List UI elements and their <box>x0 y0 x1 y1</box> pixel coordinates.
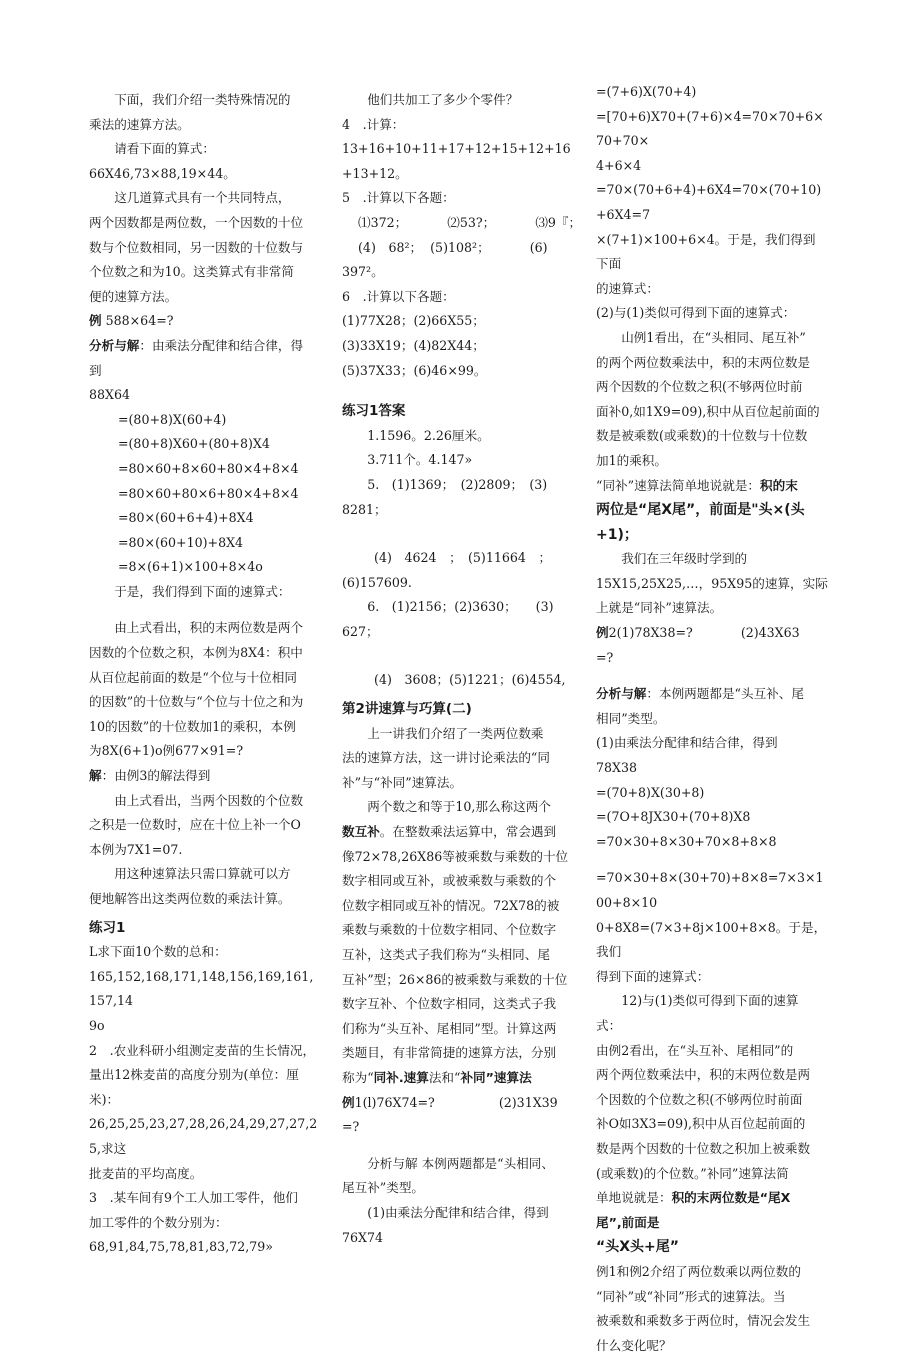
lecture-title: 第2讲速算与巧算(二) <box>342 701 472 718</box>
question-line: 加工零件的个数分别为： <box>89 1214 228 1230</box>
text-part: 。在整数乘法运算中，常会遇到 <box>379 824 557 840</box>
question-line: 他们共加工了多少个零件？ <box>367 92 519 107</box>
text-line: 相同”类型。 <box>596 710 666 726</box>
text-part: “同补”速算法简单地说就是： <box>596 477 761 493</box>
example-heading <box>596 621 828 646</box>
solution-text: ：由例3的解法得到 <box>101 768 211 784</box>
example-text: 588×64=? <box>101 313 174 329</box>
text-line: 的两个两位数乘法中，积的末两位数是 <box>596 354 811 370</box>
answer-line: 8281； <box>342 501 387 517</box>
calc-line: =80×(60+10)+8X4 <box>117 534 244 550</box>
answer-part: (4) 4624 ； (5)11664 ； <box>374 550 552 566</box>
text-line: 到 <box>89 362 102 378</box>
answer-line: 6. (1)2156；(2)3630； (3) <box>367 599 554 615</box>
text-line: 便的速算方法。 <box>89 288 178 304</box>
column-middle <box>342 88 582 1250</box>
subq: ⑴372； <box>358 214 408 230</box>
question-line: 26,25,25,23,27,28,26,24,29,27,27,25,求这 <box>89 1116 318 1156</box>
subq: ⑶9『； <box>535 214 582 230</box>
text-line <box>342 820 574 845</box>
text-line: 66X46,73×88,19×44。 <box>89 165 236 181</box>
term-bold: 数互补 <box>342 824 380 840</box>
text-line: 这几道算式具有一个共同特点， <box>114 190 291 206</box>
text-line: 的因数”的十位数与“个位与十位之和为 <box>89 694 304 710</box>
analysis-heading <box>596 682 828 707</box>
calc-head: 78X38 <box>596 760 638 776</box>
question-line: (5)37X33；(6)46×99。 <box>342 362 487 378</box>
answer-title: 练习1答案 <box>342 403 406 420</box>
rule-line: “头X头+尾” <box>596 1239 679 1256</box>
question-line: 3 .某车间有9个工人加工零件，他们 <box>89 1190 298 1206</box>
text-line: 个位数之和为10。这类算式有非常简 <box>89 264 294 280</box>
term-bold: ”速算法 <box>485 1069 532 1085</box>
calc-line: =70×30+8×(30+70)+8×8=7×3×100+8×10 <box>596 870 824 910</box>
calc-line: ×(7+1)×100+6×4。于是，我们得到下面 <box>596 231 816 272</box>
text-line: 本例为7X1=07. <box>89 841 183 857</box>
calc-line: =80×60+80×6+80×4+8×4 <box>117 485 299 501</box>
calc-line: =70×(70+6+4)+6X4=70×(70+10)+6X4=7 <box>596 182 822 222</box>
text-line: 分析与解 本例两题都是“头相同、 <box>367 1155 554 1171</box>
practice-title: 练习1 <box>89 919 126 936</box>
text-line: 便地解答出这类两位数的乘法计算。 <box>89 891 291 906</box>
text-line: 由例2看出，在“头互补、尾相同”的 <box>596 1042 794 1058</box>
example-heading <box>342 1091 574 1116</box>
subq: (6) <box>529 239 548 255</box>
question-line: L求下面10个数的总和： <box>89 944 227 960</box>
calc-line: =(70+8)X(30+8) <box>596 784 705 800</box>
question-line: 9o <box>89 1017 105 1033</box>
calc-line: =(7O+8JX30+(70+8)X8 <box>596 809 751 825</box>
solution-label: 解 <box>89 768 102 784</box>
text-line: 数是两个因数的十位数之积加上被乘数 <box>596 1140 811 1156</box>
text-line: 用这种速算法只需口算就可以方 <box>114 866 291 882</box>
text-line: =? <box>596 649 614 665</box>
text-line: (或乘数)的个位数。”补同”速算法简 <box>596 1165 789 1181</box>
column-left <box>89 88 321 1260</box>
text-line: 两个数之和等于10,那么称这两个 <box>367 799 551 815</box>
text-line: 互补，这类式子我们称为“头相同、尾 <box>342 947 550 962</box>
question-line: 68,91,84,75,78,81,83,72,79» <box>89 1239 273 1255</box>
answer-line <box>342 546 574 571</box>
text-line: 位数字相同或互补的情况。72X78的被 <box>342 897 560 913</box>
text-line: 上一讲我们介绍了一类两位数乘 <box>367 725 544 741</box>
text-line: 于是，我们得到下面的速算式： <box>114 583 291 599</box>
example-label: 例 <box>89 313 102 329</box>
text-line: 得到下面的速算式： <box>596 968 710 984</box>
analysis-heading <box>89 334 321 359</box>
text-line: 乘数与乘数的十位数字相同、个位数字 <box>342 922 557 938</box>
text-line: 面补0,如1X9=09),积中从百位起前面的 <box>596 403 820 419</box>
calc-head: 88X64 <box>89 387 131 403</box>
example-text: 2(1)78X38=? <box>608 625 693 641</box>
question-line <box>342 211 582 236</box>
column-right <box>596 80 828 1358</box>
text-line: 式： <box>596 1017 622 1033</box>
text-line: 由上式看出，积的末两位数是两个 <box>114 620 304 636</box>
text-line: 什么变化呢？ <box>596 1337 672 1353</box>
question-line: 米)： <box>89 1091 120 1107</box>
answer-line: 1.1596。2.26厘米。 <box>367 427 490 443</box>
text-line <box>596 474 828 499</box>
answer-line: 627； <box>342 623 379 639</box>
text-line <box>596 1186 828 1211</box>
example-text: 1(l)76X74=? <box>354 1094 435 1110</box>
calc-head: 76X74 <box>342 1229 384 1245</box>
question-line: 397²。 <box>342 264 384 280</box>
text-line: 我们在三年级时学到的 <box>621 551 748 567</box>
text-line: 由上式看出，当两个因数的个位数 <box>114 792 304 808</box>
text-line: 数与个位数相同，另一因数的十位数与 <box>89 239 304 255</box>
subq: (5)108²； <box>430 239 490 255</box>
text-part: 称为“ <box>342 1069 374 1085</box>
text-line: 山例1看出，在“头相同、尾互补” <box>621 329 806 345</box>
text-line: 10的因数”的十位数加1的乘积，本例 <box>89 718 296 734</box>
calc-line: =80×60+8×60+80×4+8×4 <box>117 460 299 476</box>
calc-line: =(80+8)X60+(80+8)X4 <box>117 436 270 452</box>
term-bold: 同补.速算 <box>373 1069 429 1085</box>
text-line: 两个两位数乘法中，积的末两位数是两 <box>596 1067 811 1083</box>
text-line: 12)与(1)类似可得到下面的速算 <box>621 993 799 1009</box>
question-line: (1)77X28；(2)66X55； <box>342 313 485 329</box>
calc-line: =(80+8)X(60+4) <box>117 411 227 427</box>
question-line: 13+16+10+11+17+12+15+12+16+13+12。 <box>342 141 571 181</box>
text-line: 两个因数的个位数之积(不够两位时前 <box>596 379 803 395</box>
text-line: 为8X(6+1)o例677×91=? <box>89 743 244 759</box>
text-line: 下面，我们介绍一类特殊情况的 <box>114 92 291 107</box>
question-line <box>342 236 574 261</box>
answer-line: 3.711个。4.147» <box>367 452 473 468</box>
text-line: 互补”型；26×86的被乘数与乘数的十位 <box>342 971 568 987</box>
answer-part: (4) 3608；(5)1221；(6)4554, <box>374 672 566 688</box>
text-line: =? <box>342 1119 360 1135</box>
example-text: (2)31X39 <box>498 1094 558 1110</box>
rule-line: +1)； <box>596 526 638 543</box>
analysis-label: 分析与解 <box>89 337 140 353</box>
example-text: (2)43X63 <box>740 625 800 641</box>
text-line: 上就是“同补”速算法。 <box>596 600 723 616</box>
text-line: 乘法的速算方法。 <box>89 116 190 132</box>
text-line: 们称为“头互补、尾相同”型。计算这两 <box>342 1020 557 1036</box>
question-line: (3)33X19；(4)82X44； <box>342 337 485 353</box>
text-line: 例1和例2介绍了两位数乘以两位数的 <box>596 1263 801 1279</box>
rule-line: 尾”,前面是 <box>596 1214 660 1230</box>
question-line: 165,152,168,171,148,156,169,161,157,14 <box>89 968 314 1009</box>
text-line: (1)由乘法分配律和结合律，得到 <box>596 735 778 751</box>
question-line: 批麦苗的平均高度。 <box>89 1165 203 1181</box>
text-line: 法的速算方法，这一讲讨论乘法的“同 <box>342 750 550 766</box>
solution-heading <box>89 764 321 789</box>
text-line: 之积是一位数时，应在十位上补一个O <box>89 817 301 833</box>
answer-line: (6)157609. <box>342 574 412 590</box>
text-line: 的速算式： <box>596 280 659 296</box>
calc-line: =70×30+8×30+70×8+8×8 <box>596 833 777 849</box>
analysis-text: ：本例两题都是“头互补、尾 <box>646 686 804 702</box>
text-part: 法和“ <box>428 1069 461 1085</box>
text-line: 类题目，有非常简捷的速算方法，分别 <box>342 1045 557 1061</box>
text-line <box>342 1066 574 1091</box>
text-line: 两个因数都是两位数，一个因数的十位 <box>89 214 304 230</box>
text-part: 单地说就是： <box>596 1190 672 1206</box>
calc-line: =(7+6)X(70+4) <box>596 84 697 99</box>
text-line: 数字互补、个位数字相同，这类式子我 <box>342 996 557 1012</box>
text-line: 补O如3X3=09),积中从百位起前面的 <box>596 1116 806 1132</box>
text-line: 请看下面的算式： <box>114 141 215 157</box>
question-line: 4 .计算： <box>342 116 405 132</box>
answer-line <box>342 668 574 693</box>
analysis-label: 分析与解 <box>596 686 647 702</box>
term-bold: 积的末两位数是“尾X <box>671 1190 791 1206</box>
calc-line: =80×(60+6+4)+8X4 <box>117 510 254 526</box>
text-line: 像72×78,26X86等被乘数与乘数的十位 <box>342 848 569 864</box>
term-bold: 补同 <box>460 1069 486 1085</box>
text-line: (1)由乘法分配律和结合律，得到 <box>367 1204 549 1220</box>
example-heading <box>89 309 321 334</box>
answer-line: 5. (1)1369； (2)2809； (3) <box>367 476 548 492</box>
text-line: 数是被乘数(或乘数)的十位数与十位数 <box>596 428 808 444</box>
calc-line: =[70+6)X70+(7+6)×4=70×70+6×70+70× <box>596 108 824 149</box>
rule-line: 两位是“尾X尾”，前面是"头×(头 <box>596 502 805 519</box>
text-line: “同补”或“补同”形式的速算法。当 <box>596 1288 786 1304</box>
subq: ⑵53?； <box>447 214 496 230</box>
question-line: 量出12株麦苗的高度分别为(单位：厘 <box>89 1067 299 1083</box>
text-line: 补”与“补同”速算法。 <box>342 774 463 790</box>
text-line: 被乘数和乘数多于两位时，情况会发生 <box>596 1313 811 1329</box>
calc-line: =8×(6+1)×100+8×4o <box>117 559 263 575</box>
text-line: 从百位起前面的数是“个位与十位相同 <box>89 669 297 685</box>
text-line: 15X15,25X25,…，95X95的速算，实际 <box>596 575 828 591</box>
example-label: 例 <box>342 1094 355 1110</box>
text-line: 因数的个位数之积，本例为8X4：积中 <box>89 645 303 661</box>
subq: (4) 68²； <box>358 239 423 255</box>
example-label: 例 <box>596 625 609 641</box>
question-line: 2 .农业科研小组测定麦苗的生长情况， <box>89 1042 316 1058</box>
question-line: 6 .计算以下各题： <box>342 288 455 304</box>
term-bold: 积的末 <box>760 477 798 493</box>
calc-line: 4+6×4 <box>596 157 642 173</box>
text-line: (2)与(1)类似可得到下面的速算式： <box>596 305 796 321</box>
calc-line: 0+8X8=(7×3+8j×100+8×8。于是，我们 <box>596 919 827 960</box>
question-line: 5 .计算以下各题： <box>342 190 455 206</box>
analysis-text: ：由乘法分配律和结合律，得 <box>139 337 304 353</box>
text-line: 个因数的个位数之积(不够两位时前面 <box>596 1091 803 1107</box>
text-line: 加1的乘积。 <box>596 452 667 468</box>
text-line: 数字相同或互补，或被乘数与乘数的个 <box>342 873 557 889</box>
text-line: 尾互补”类型。 <box>342 1180 425 1196</box>
